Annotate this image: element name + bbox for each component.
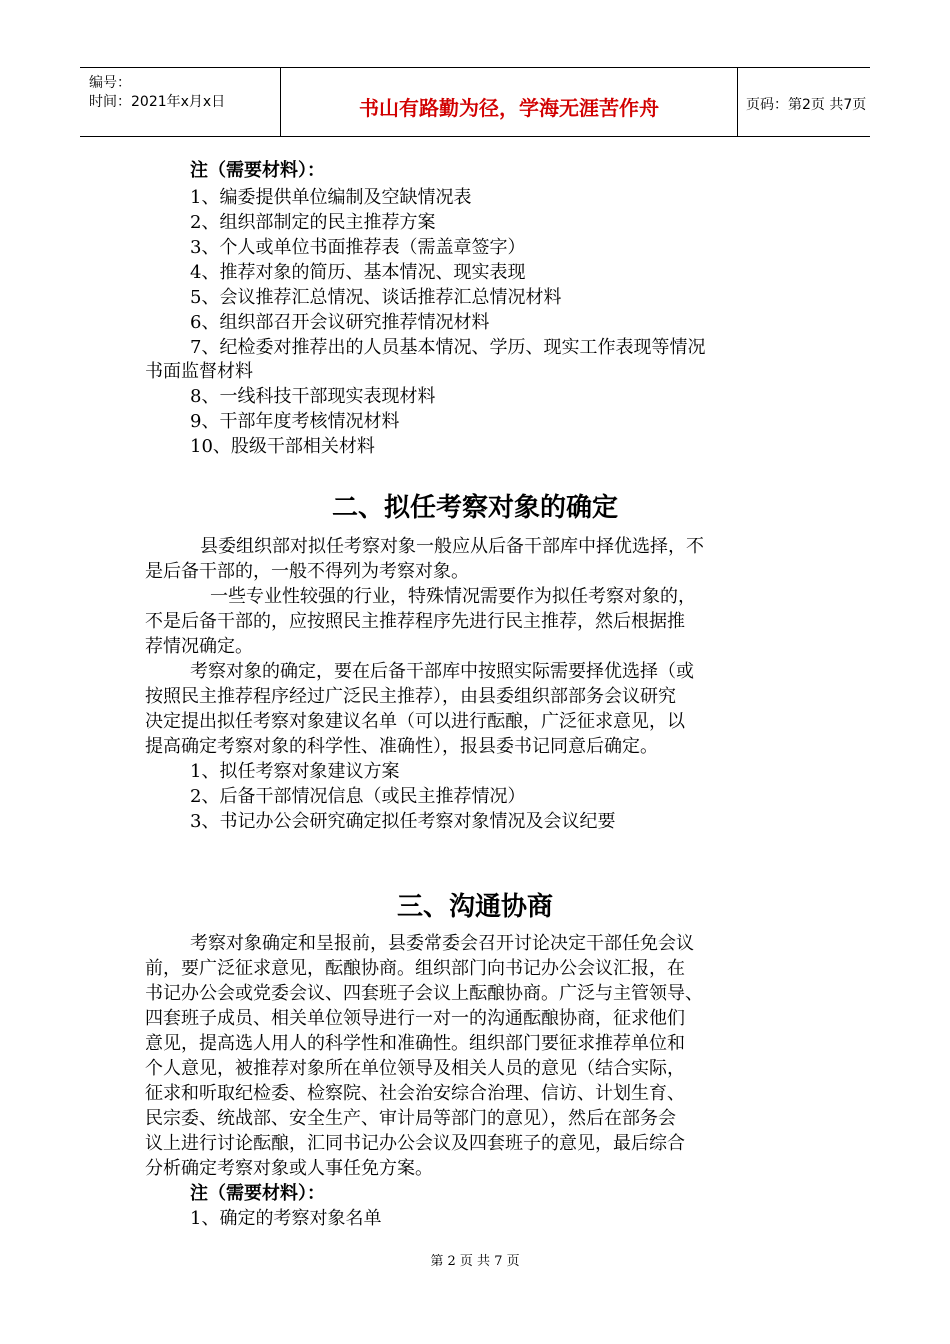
paragraph-line: 民宗委、统战部、安全生产、审计局等部门的意见），然后在部务会 [145,1108,676,1129]
section1-note: 注（需要材料）： [190,160,325,181]
list-item: 7、纪检委对推荐出的人员基本情况、学历、现实工作表现等情况 [190,337,706,358]
paragraph-line: 决定提出拟任考察对象建议名单（可以进行酝酿，广泛征求意见，以 [145,711,685,732]
list-item: 2、后备干部情况信息（或民主推荐情况） [190,786,526,807]
page-footer: 第 2 页 共 7 页 [430,1254,520,1269]
list-item: 1、编委提供单位编制及空缺情况表 [190,187,472,208]
paragraph-line: 前，要广泛征求意见，酝酿协商。组织部门向书记办公会议汇报，在 [145,958,685,979]
paragraph-line: 一些专业性较强的行业，特殊情况需要作为拟任考察对象的， [210,586,696,607]
header-motto: 书山有路勤为径，学海无涯苦作舟 [359,96,659,120]
document-number-label: 编号： [89,75,131,91]
list-item: 2、组织部制定的民主推荐方案 [190,212,436,233]
list-item: 3、书记办公会研究确定拟任考察对象情况及会议纪要 [190,811,616,832]
list-item: 8、一线科技干部现实表现材料 [190,386,436,407]
paragraph-line: 考察对象的确定，要在后备干部库中按照实际需要择优选择（或 [190,661,694,682]
list-item: 9、干部年度考核情况材料 [190,411,400,432]
paragraph-line: 四套班子成员、相关单位领导进行一对一的沟通酝酿协商，征求他们 [145,1008,685,1029]
paragraph-line: 议上进行讨论酝酿，汇同书记办公会议及四套班子的意见，最后综合 [145,1133,685,1154]
paragraph-line: 个人意见，被推荐对象所在单位领导及相关人员的意见（结合实际， [145,1058,685,1079]
paragraph-line: 分析确定考察对象或人事任免方案。 [145,1158,433,1179]
header-meta-cell [80,68,281,136]
list-item: 4、推荐对象的简历、基本情况、现实表现 [190,262,526,283]
paragraph-line: 意见，提高选人用人的科学性和准确性。组织部门要征求推荐单位和 [145,1033,685,1054]
paragraph-line: 县委组织部对拟任考察对象一般应从后备干部库中择优选择，不 [200,536,704,557]
paragraph-line: 书记办公会或党委会议、四套班子会议上酝酿协商。广泛与主管领导、 [145,983,703,1004]
paragraph-line: 征求和听取纪检委、检察院、社会治安综合治理、信访、计划生育、 [145,1083,685,1104]
list-item: 1、拟任考察对象建议方案 [190,761,400,782]
paragraph-line: 不是后备干部的，应按照民主推荐程序先进行民主推荐，然后根据推 [145,611,685,632]
paragraph-line: 按照民主推荐程序经过广泛民主推荐），由县委组织部部务会议研究 [145,686,676,707]
list-item: 10、股级干部相关材料 [190,436,375,457]
paragraph-line: 考察对象确定和呈报前，县委常委会召开讨论决定干部任免会议 [190,933,694,954]
list-item-continuation: 书面监督材料 [145,361,253,382]
header-page-info: 页码：第2页 共7页 [746,97,867,113]
document-date-label: 时间：2021年x月x日 [89,94,226,110]
section3-note: 注（需要材料）： [190,1183,325,1204]
list-item: 1、确定的考察对象名单 [190,1208,382,1229]
page-header [80,67,870,137]
section2-heading: 二、拟任考察对象的确定 [331,493,618,523]
list-item: 5、会议推荐汇总情况、谈话推荐汇总情况材料 [190,287,562,308]
section3-heading: 三、沟通协商 [396,892,553,922]
list-item: 6、组织部召开会议研究推荐情况材料 [190,312,490,333]
header-page-cell [738,68,870,136]
paragraph-line: 荐情况确定。 [145,636,253,657]
header-motto-cell [281,68,738,136]
list-item: 3、个人或单位书面推荐表（需盖章签字） [190,237,526,258]
paragraph-line: 提高确定考察对象的科学性、准确性），报县委书记同意后确定。 [145,736,658,757]
paragraph-line: 是后备干部的，一般不得列为考察对象。 [145,561,469,582]
